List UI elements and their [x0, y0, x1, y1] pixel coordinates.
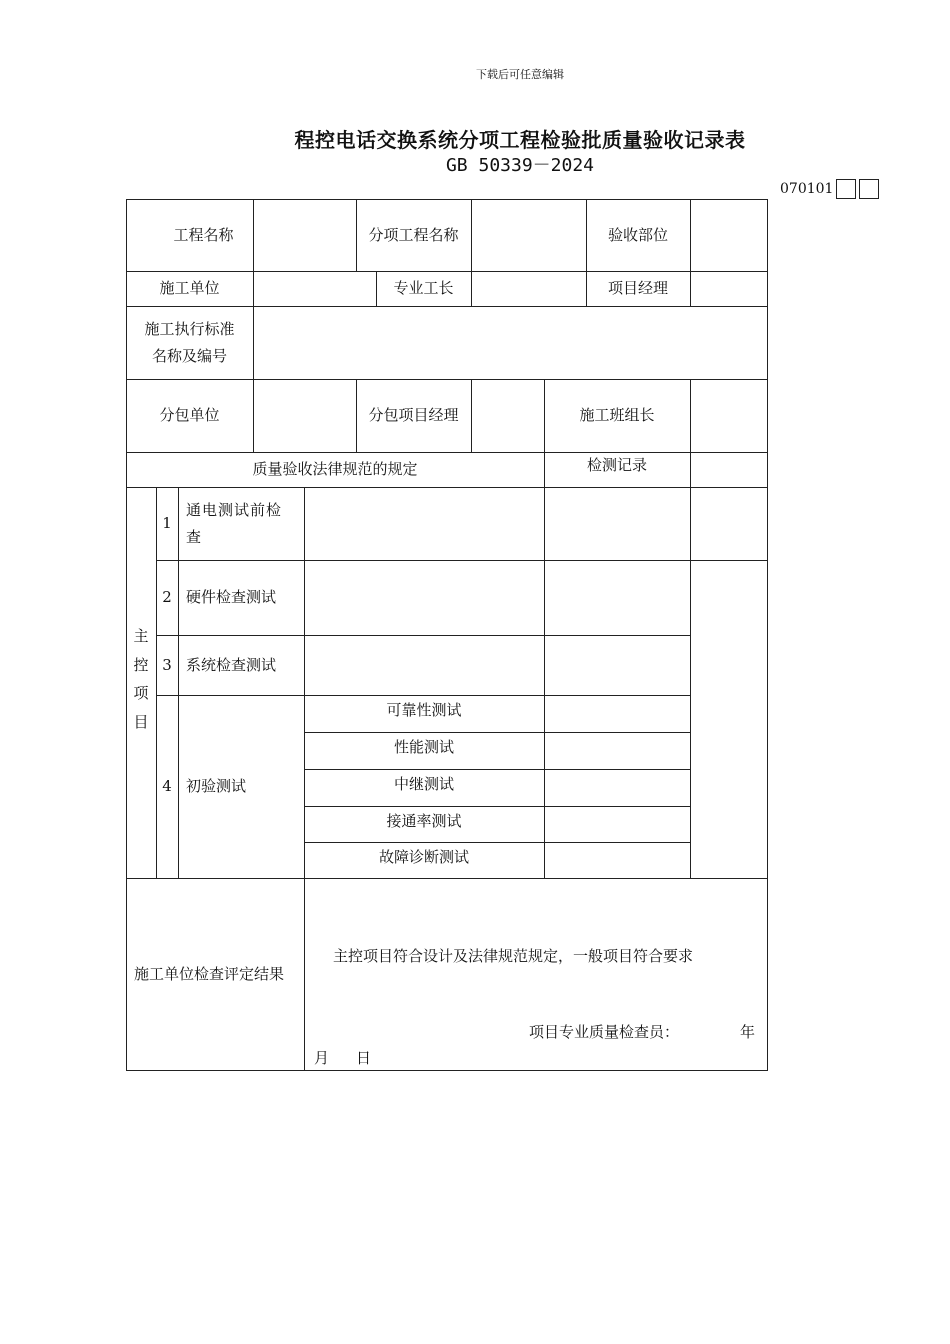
item-rule-1[interactable] [304, 487, 544, 560]
sub-item-record-2[interactable] [544, 732, 690, 769]
sub-item-record-5[interactable] [544, 842, 690, 878]
item-no-4: 4 [162, 777, 172, 795]
project-name-field[interactable] [253, 199, 356, 271]
item-name-3: 系统检查测试 [186, 655, 277, 674]
sub-item-connection-rate: 接通率测试 [386, 811, 462, 830]
label-team-leader: 施工班组长 [579, 406, 655, 424]
acceptance-record-table [126, 199, 768, 1071]
specialty-foreman-field[interactable] [471, 271, 586, 306]
item-name-1: 通电测试前检查 [186, 500, 283, 546]
sub-project-name-field[interactable] [471, 199, 586, 271]
date-day: 日 [356, 1049, 372, 1067]
item-rule-2[interactable] [304, 560, 544, 635]
item-no-3: 3 [162, 655, 172, 674]
team-leader-field[interactable] [690, 379, 768, 452]
standard-name-no-field[interactable] [253, 306, 768, 379]
label-quality-rules: 质量验收法律规范的规定 [252, 460, 418, 478]
item-record-1[interactable] [544, 487, 690, 560]
subcontract-unit-field[interactable] [253, 379, 356, 452]
label-check-result: 施工单位检查评定结果 [134, 965, 285, 984]
subcontract-manager-field[interactable] [471, 379, 544, 452]
header-note: 下载后可任意编辑 [476, 68, 564, 81]
date-year: 年 [740, 1023, 756, 1041]
label-standard-name-no: 施工执行标准名称及编号 [144, 319, 235, 365]
label-project-manager: 项目经理 [607, 279, 668, 297]
label-project-name: 工程名称 [173, 225, 234, 244]
sub-item-record-3[interactable] [544, 769, 690, 806]
label-specialty-foreman: 专业工长 [393, 279, 454, 297]
standard-code: GB 50339－2024 [445, 155, 595, 176]
sub-item-record-4[interactable] [544, 806, 690, 842]
item-name-4: 初验测试 [186, 777, 247, 795]
label-subcontract-unit: 分包单位 [159, 406, 220, 424]
sub-item-fault-diagnosis: 故障诊断测试 [378, 847, 469, 866]
check-result-text: 主控项目符合设计及法律规范规定，一般项目符合要求 [333, 947, 694, 965]
item-record-3[interactable] [544, 635, 690, 695]
label-sub-project-name: 分项工程名称 [368, 225, 459, 244]
label-subcontract-manager: 分包项目经理 [368, 406, 459, 424]
code-box-2[interactable] [859, 179, 879, 199]
item-rule-3[interactable] [304, 635, 544, 695]
sub-item-trunk: 中继测试 [393, 774, 454, 793]
sub-item-record-1[interactable] [544, 695, 690, 732]
item-no-2: 2 [162, 588, 172, 606]
inspector-label: 项目专业质量检查员： [529, 1023, 680, 1041]
inspection-record-extra[interactable] [690, 452, 768, 487]
label-inspection-record: 检测记录 [586, 456, 647, 474]
sub-item-reliability: 可靠性测试 [386, 700, 462, 719]
form-code [780, 179, 879, 199]
form-code-number: 070101 [780, 181, 834, 197]
sub-item-performance: 性能测试 [393, 737, 454, 756]
item-record-2[interactable] [544, 560, 690, 635]
item-name-2: 硬件检查测试 [186, 588, 277, 606]
main-control-group-label: 主控项目 [133, 627, 149, 731]
label-construction-unit: 施工单位 [159, 279, 220, 297]
project-manager-field[interactable] [690, 271, 768, 306]
construction-unit-field[interactable] [253, 271, 376, 306]
code-box-1[interactable] [836, 179, 856, 199]
acceptance-part-field[interactable] [690, 199, 768, 271]
form-title: 程控电话交换系统分项工程检验批质量验收记录表 [294, 128, 746, 152]
main-control-extra-column[interactable] [690, 560, 768, 878]
item-no-1: 1 [162, 514, 172, 532]
label-acceptance-part: 验收部位 [607, 225, 668, 244]
date-month: 月 [314, 1049, 330, 1067]
